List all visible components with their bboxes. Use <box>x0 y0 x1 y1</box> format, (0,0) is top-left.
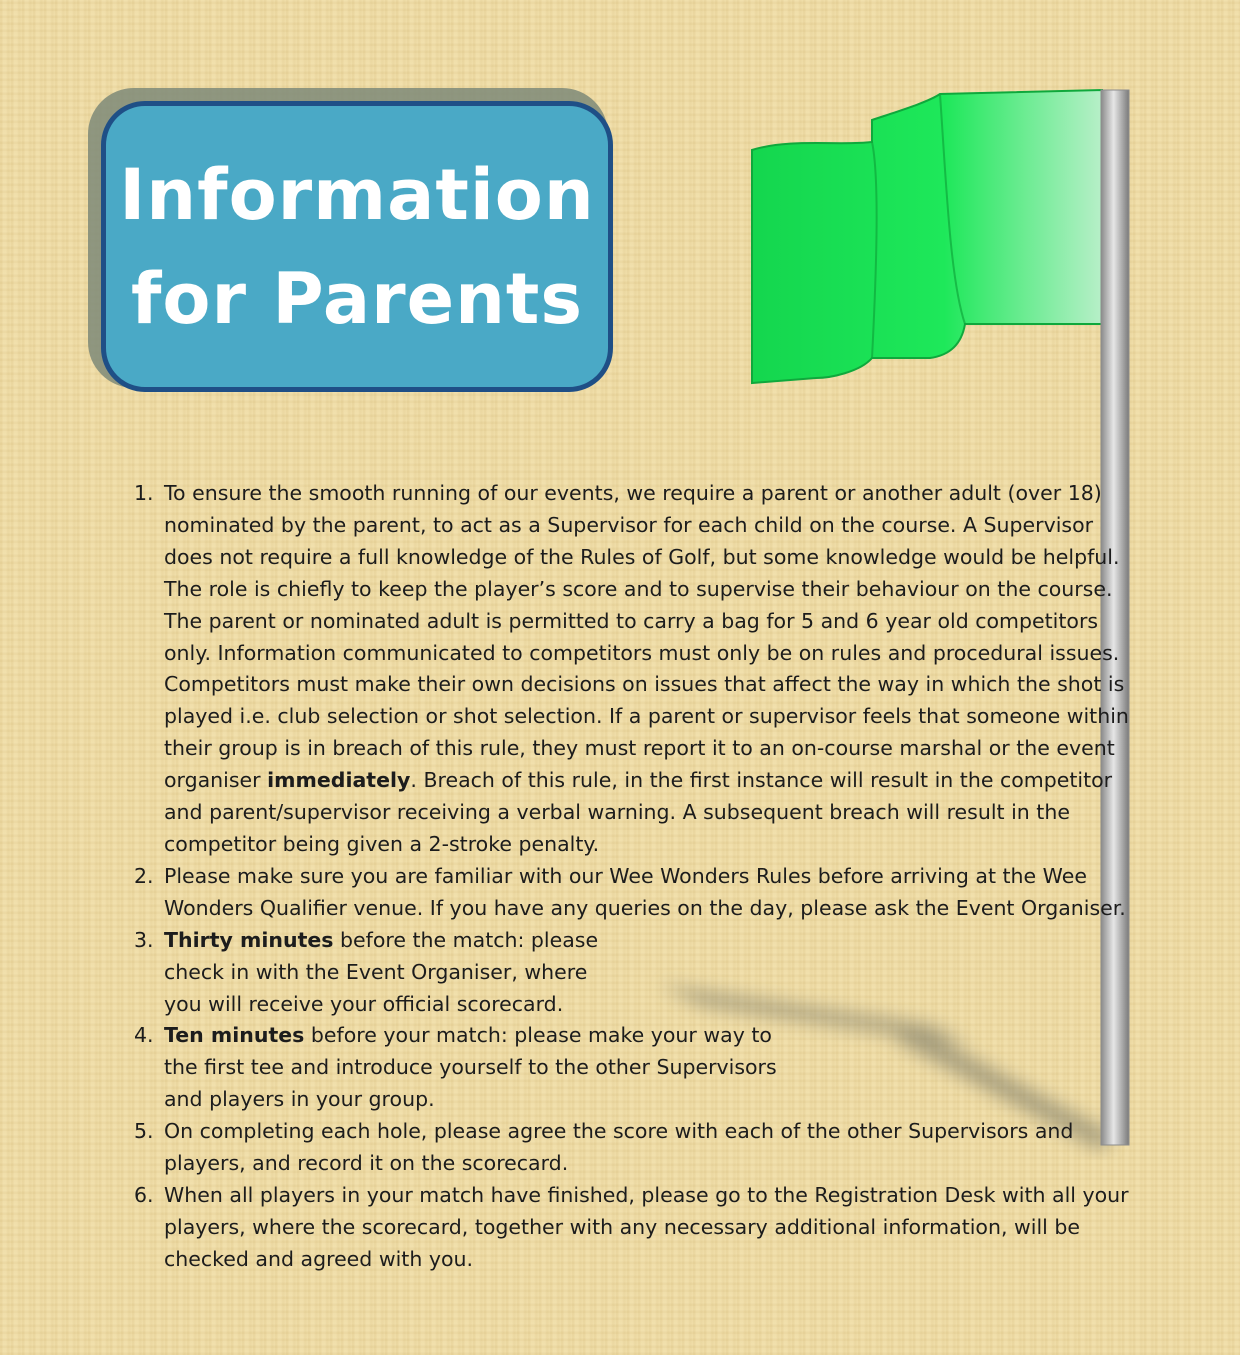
list-item-number: 1. <box>134 481 154 505</box>
rules-list-container <box>118 478 1143 1276</box>
list-item <box>118 1116 1143 1180</box>
title-box <box>101 101 613 392</box>
list-item-text: When all players in your match have finished, please go to the Registration Desk with all your players, where the scorecard, together with any necessary additional information, will be checked and agreed with you. <box>164 1182 1129 1271</box>
list-item-number: 3. <box>134 927 154 952</box>
list-item-number: 2. <box>134 863 154 888</box>
list-item <box>118 1020 1143 1116</box>
list-item-number: 4. <box>134 1023 154 1048</box>
list-item <box>118 861 1143 925</box>
page-title-line-1: Information <box>119 153 595 236</box>
list-item-text: Please make sure you are familiar with our Wee Wonders Rules before arriving at the Wee Wonders Qualifier venue. If you have any queries on the day, please ask the Event Organiser. <box>164 863 1126 920</box>
emphasis-text: Ten minutes <box>164 1023 305 1048</box>
list-item-text: On completing each hole, please agree the score with each of the other Supervisors and players, and record it on the scorecard. <box>164 1119 1074 1176</box>
list-item <box>118 478 1143 861</box>
page-title-line-2: for Parents <box>130 257 584 340</box>
list-item-text: To ensure the smooth running of our events, we require a parent or another adult (over 18) nominated by the parent, to act as a Supervisor for each child on the course. A Supervisor does not require a full knowledge of the Rules of Golf, but some knowledge would be helpful. The role is chiefly to keep the player’s score and to supervise their behaviour on the course. The parent or nominated adult is permitted to carry a bag for 5 and 6 year old competitors only. Information communicated to competitors must only be on rules and procedural issues. Competitors must make their own decisions on issues that affect the way in which the shot is played i.e. club selection or shot selection. If a parent or supervisor feels that someone within their group is in breach of this rule, they must report it to an on-course marshal or the event organiser immediately. Breach of this rule, in the first instance will result in the competitor and parent/supervisor receiving a verbal warning. A subsequent breach will result in the competitor being given a 2-stroke penalty. <box>164 481 1129 856</box>
list-item-text: Ten minutes before your match: please make your way to the first tee and introduce yourself to the other Supervisors and players in your group. <box>164 1023 777 1112</box>
emphasis-text: Thirty minutes <box>164 927 334 952</box>
list-item-text: Thirty minutes before the match: please check in with the Event Organiser, where you will receive your official scorecard. <box>164 927 599 1016</box>
rules-list <box>118 478 1143 1276</box>
list-item <box>118 1180 1143 1276</box>
list-item-number: 5. <box>134 1119 154 1144</box>
flag-cloth <box>752 90 1102 383</box>
list-item-number: 6. <box>134 1182 154 1207</box>
list-item <box>118 925 1143 1021</box>
emphasis-text: immediately <box>267 768 411 793</box>
